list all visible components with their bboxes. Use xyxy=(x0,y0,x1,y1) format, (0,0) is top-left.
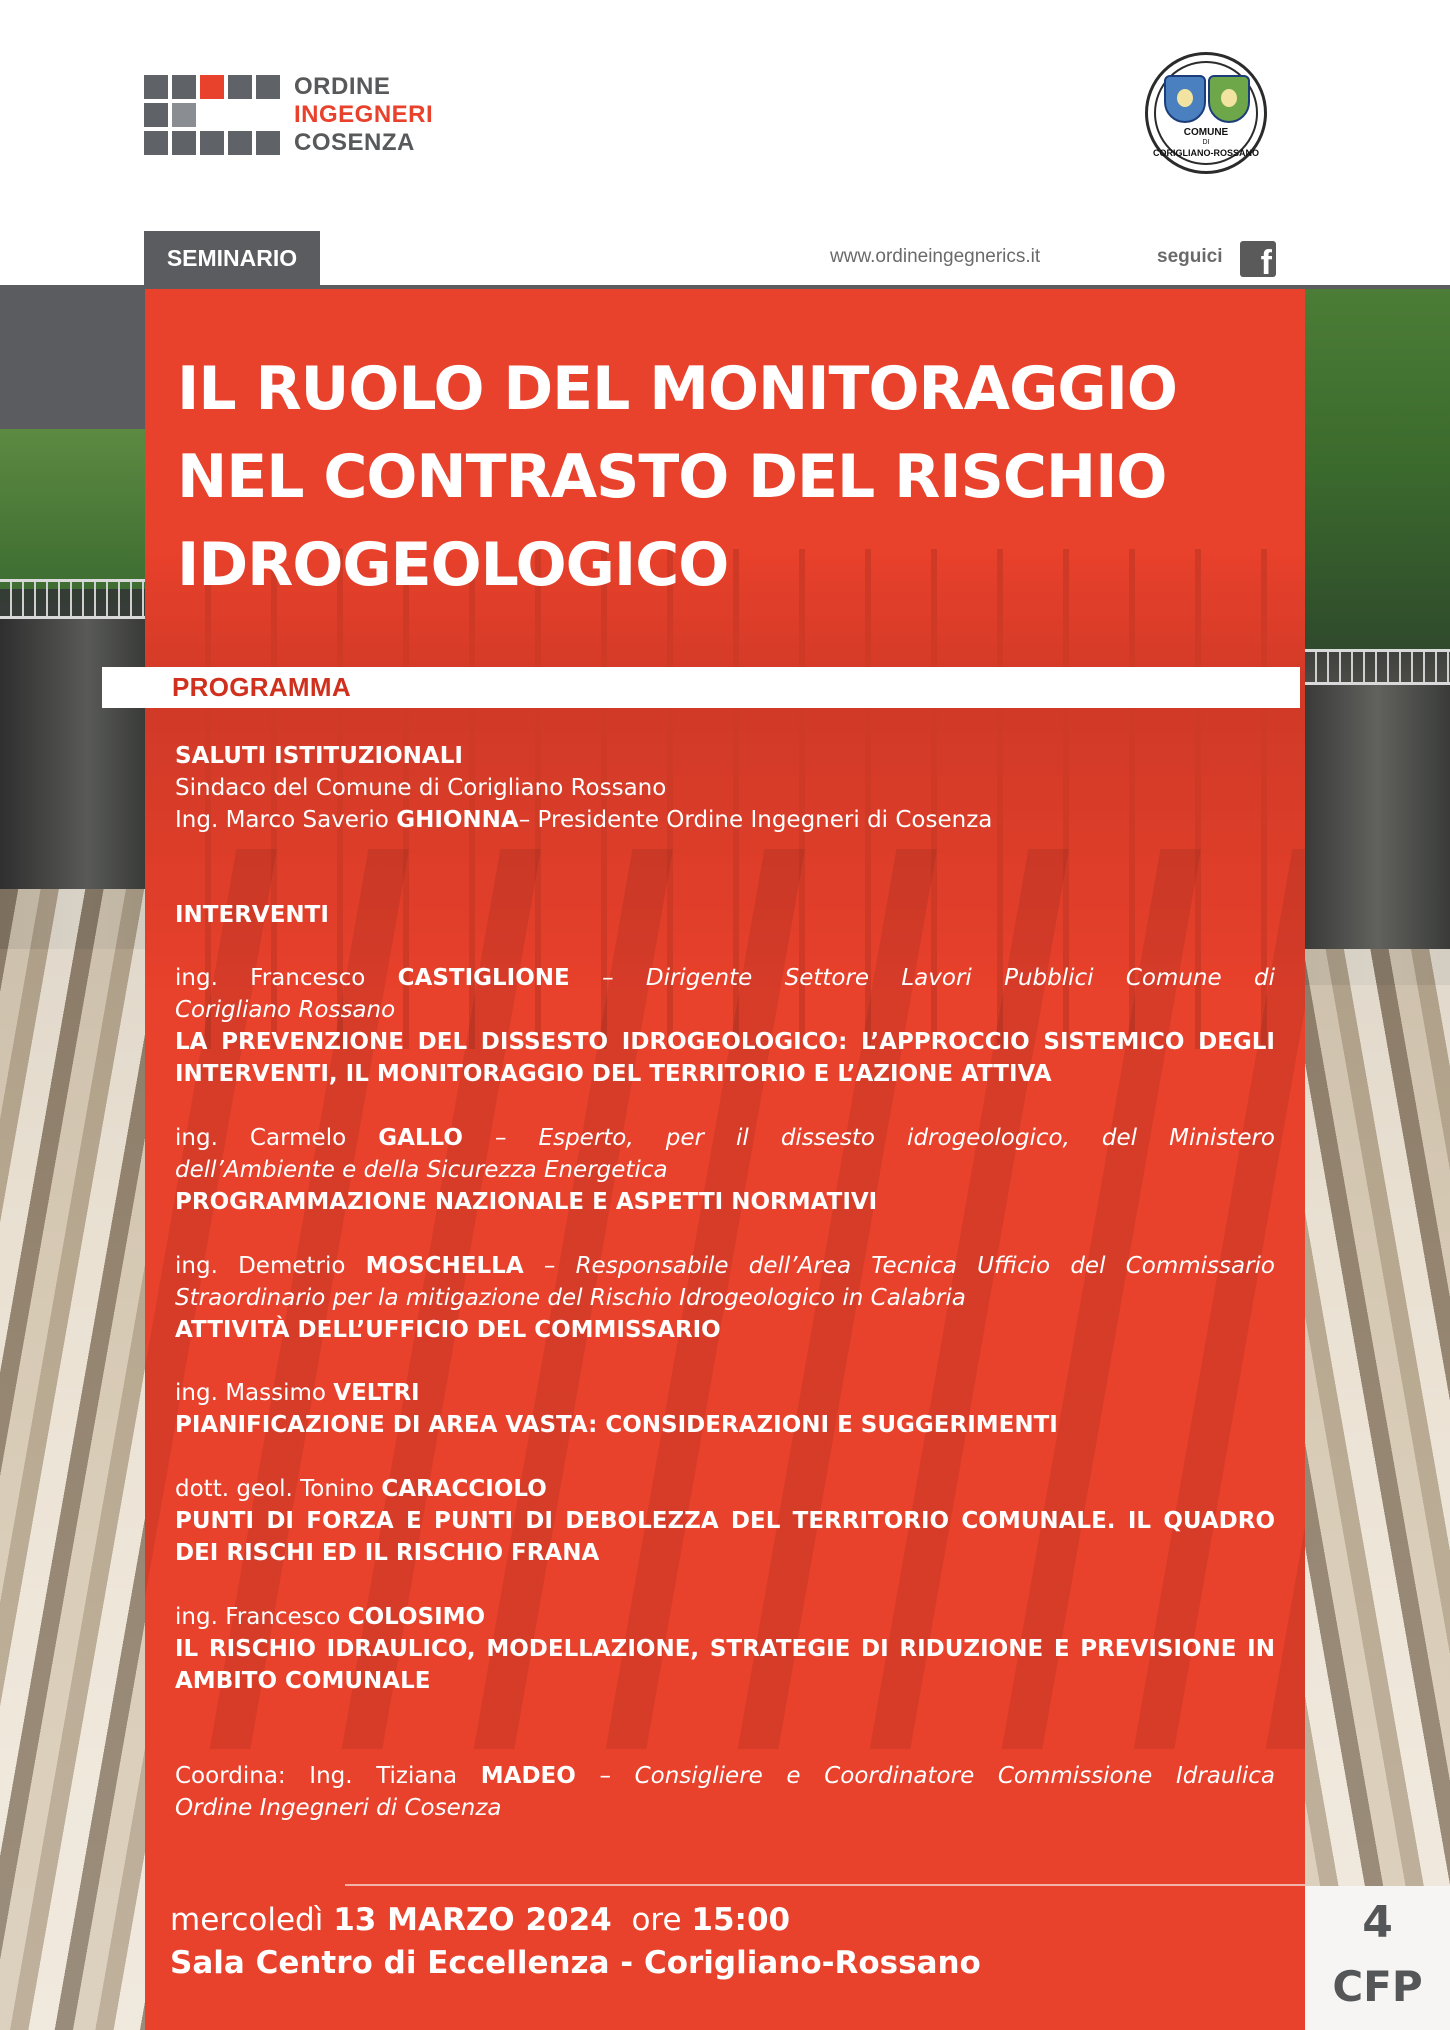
dam-railing-right xyxy=(1305,649,1450,685)
speaker-title: ing. Demetrio xyxy=(175,1253,366,1279)
speaker-block xyxy=(175,1377,1275,1441)
logo-text xyxy=(294,73,433,157)
saluti-line: Sindaco del Comune di Corigliano Rossano xyxy=(175,775,667,801)
speaker-name: CASTIGLIONE xyxy=(397,965,570,991)
facebook-icon[interactable]: f xyxy=(1240,241,1276,277)
speaker-line xyxy=(175,1601,1275,1633)
event-datetime xyxy=(170,1899,790,1941)
speaker-name: GHIONNA xyxy=(396,807,519,833)
speaker-role: – Responsabile dell’Area Tecnica Ufficio del Commissario xyxy=(523,1253,1275,1279)
speaker-line xyxy=(175,1250,1275,1282)
saluti-text: – Presidente Ordine Ingegneri di Cosenza xyxy=(518,807,993,833)
event-time: 15:00 xyxy=(691,1902,791,1938)
event-venue: Sala Centro di Eccellenza - Corigliano-Rossano xyxy=(170,1945,981,1981)
seal-text: CORIGLIANO-ROSSANO xyxy=(1152,148,1259,158)
talk-title: IL RISCHIO IDRAULICO, MODELLAZIONE, STRATEGIE DI RIDUZIONE E PREVISIONE IN xyxy=(175,1636,1275,1662)
speaker-block xyxy=(175,1601,1275,1697)
logo-line-3: COSENZA xyxy=(294,129,415,156)
speaker-name: GALLO xyxy=(378,1125,463,1151)
logo-line-2: INGEGNERI xyxy=(294,101,434,128)
speaker-role: – Esperto, per il dissesto idrogeologico, del Ministero xyxy=(462,1125,1275,1151)
trees-right xyxy=(1305,289,1450,649)
talk-title: LA PREVENZIONE DEL DISSESTO IDROGEOLOGICO: L’APPROCCIO SISTEMICO DEGLI xyxy=(175,1029,1275,1055)
spillway-water-right xyxy=(1305,949,1450,2030)
seal-text: COMUNE xyxy=(1183,127,1229,138)
speaker-title: dott. geol. Tonino xyxy=(175,1476,382,1502)
speaker-name: MADEO xyxy=(480,1763,576,1789)
gray-block xyxy=(0,289,145,429)
cfp-credits-box xyxy=(1305,1886,1450,2030)
logo-line-1: ORDINE xyxy=(294,73,391,100)
dam-wall-right xyxy=(1305,685,1450,985)
speaker-name: CARACCIOLO xyxy=(381,1476,547,1502)
speaker-line xyxy=(175,1473,1275,1505)
interventi-section xyxy=(175,899,1275,931)
saluti-line xyxy=(175,804,1275,836)
cfp-unit: CFP xyxy=(1332,1962,1423,2011)
saluti-text: Ing. Marco Saverio xyxy=(175,807,397,833)
talk-title: PIANIFICAZIONE DI AREA VASTA: CONSIDERAZIONI E SUGGERIMENTI xyxy=(175,1412,1058,1438)
speaker-title: ing. Francesco xyxy=(175,965,398,991)
title-line-3: IDROGEOLOGICO xyxy=(177,530,729,600)
follow-label: seguici xyxy=(1157,246,1223,267)
interventi-heading: INTERVENTI xyxy=(175,902,329,928)
speaker-block xyxy=(175,1473,1275,1569)
title-line-2: NEL CONTRASTO DEL RISCHIO xyxy=(177,442,1167,512)
spillway-water-left xyxy=(0,889,145,2030)
speaker-name: COLOSIMO xyxy=(347,1604,486,1630)
saluti-heading: SALUTI ISTITUZIONALI xyxy=(175,743,463,769)
coordinator-block xyxy=(175,1760,1275,1824)
speaker-block xyxy=(175,1122,1275,1218)
website-link[interactable]: www.ordineingegnerics.it xyxy=(830,246,1041,267)
comune-seal-logo xyxy=(1145,52,1267,174)
speaker-role: – Consigliere e Coordinatore Commissione Idraulica xyxy=(575,1763,1275,1789)
speaker-role: dell’Ambiente e della Sicurezza Energetica xyxy=(175,1157,668,1183)
programma-label: PROGRAMMA xyxy=(172,672,351,702)
speaker-title: ing. Massimo xyxy=(175,1380,334,1406)
coordinator-line xyxy=(175,1760,1275,1792)
speaker-block xyxy=(175,962,1275,1090)
coordinator-label: Coordina: xyxy=(175,1763,310,1789)
seal-text: DI xyxy=(1202,139,1210,146)
dam-railing-left xyxy=(0,579,145,619)
talk-title: DEI RISCHI ED IL RISCHIO FRANA xyxy=(175,1540,600,1566)
speaker-line xyxy=(175,962,1275,994)
speaker-role: Straordinario per la mitigazione del Rischio Idrogeologico in Calabria xyxy=(175,1285,966,1311)
programma-bar xyxy=(102,667,1300,708)
coat-of-arms-icon xyxy=(1208,75,1250,123)
footer-divider xyxy=(345,1884,1305,1886)
speaker-name: MOSCHELLA xyxy=(365,1253,524,1279)
speaker-title: ing. Francesco xyxy=(175,1604,348,1630)
event-day: mercoledì xyxy=(170,1902,334,1938)
speaker-line xyxy=(175,1377,1275,1409)
coat-of-arms-icon xyxy=(1164,75,1206,123)
talk-title: INTERVENTI, IL MONITORAGGIO DEL TERRITORIO E L’AZIONE ATTIVA xyxy=(175,1061,1052,1087)
event-date: 13 MARZO 2024 xyxy=(333,1902,612,1938)
seminar-badge: SEMINARIO xyxy=(144,231,320,285)
speaker-title: Ing. Tiziana xyxy=(309,1763,481,1789)
speaker-role: Ordine Ingegneri di Cosenza xyxy=(175,1795,502,1821)
speaker-role: – Dirigente Settore Lavori Pubblici Comune di xyxy=(569,965,1275,991)
seminar-title xyxy=(177,345,1287,609)
talk-title: PUNTI DI FORZA E PUNTI DI DEBOLEZZA DEL TERRITORIO COMUNALE. IL QUADRO xyxy=(175,1508,1275,1534)
speaker-line xyxy=(175,1122,1275,1154)
title-line-1: IL RUOLO DEL MONITORAGGIO xyxy=(177,354,1177,424)
talk-title: ATTIVITÀ DELL’UFFICIO DEL COMMISSARIO xyxy=(175,1317,721,1343)
speaker-role: Corigliano Rossano xyxy=(175,997,396,1023)
talk-title: PROGRAMMAZIONE NAZIONALE E ASPETTI NORMATIVI xyxy=(175,1189,878,1215)
event-time-label: ore xyxy=(611,1902,692,1938)
speaker-title: ing. Carmelo xyxy=(175,1125,379,1151)
speaker-block xyxy=(175,1250,1275,1346)
speaker-name: VELTRI xyxy=(333,1380,420,1406)
cfp-number: 4 xyxy=(1362,1897,1393,1948)
saluti-section xyxy=(175,740,1275,836)
ordine-ingegneri-logo xyxy=(144,75,454,160)
trees-left xyxy=(0,429,145,589)
talk-title: AMBITO COMUNALE xyxy=(175,1668,431,1694)
